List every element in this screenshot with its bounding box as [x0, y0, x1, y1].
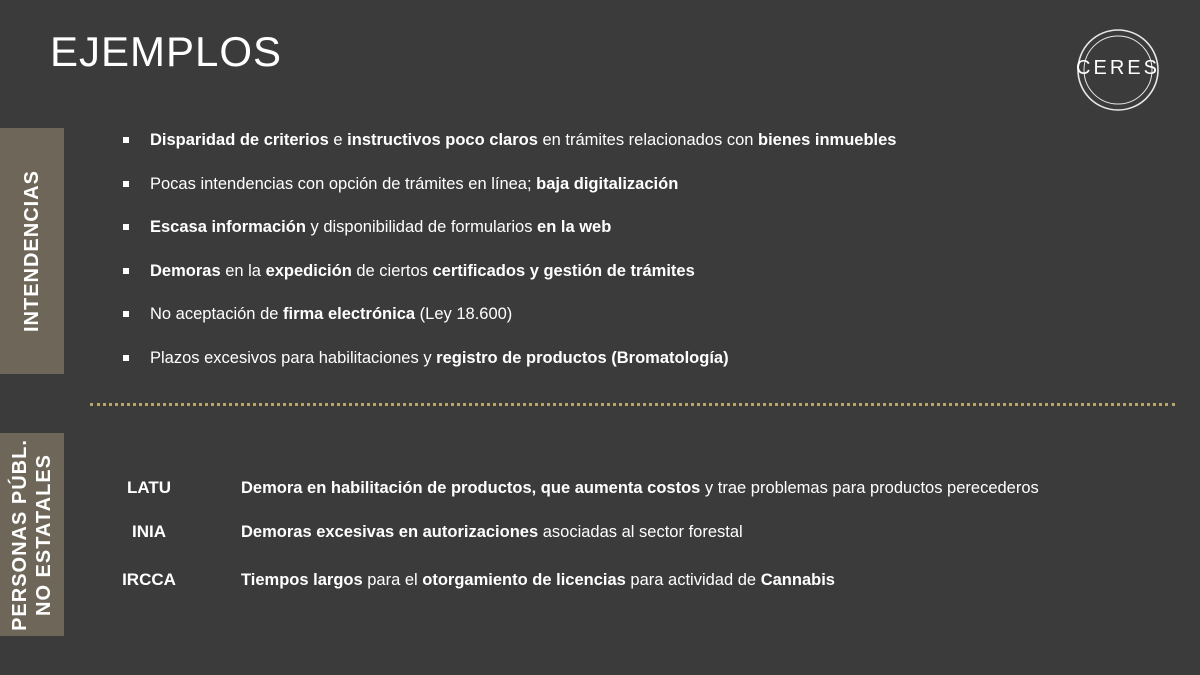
- text-run: e: [328, 131, 348, 149]
- institution-name: IRCCA: [122, 570, 176, 589]
- square-bullet-icon: [123, 311, 129, 317]
- section-label-line: PERSONAS PÚBL.: [9, 438, 31, 631]
- bullet-item: [120, 346, 1180, 390]
- square-bullet-icon: [123, 268, 129, 274]
- bold-text-run: certificados y gestión de trámites: [432, 261, 695, 280]
- square-bullet-icon: [123, 181, 129, 187]
- text-run: (Ley 18.600): [415, 305, 513, 324]
- bold-text-run: Demoras: [150, 261, 221, 280]
- text-run: y trae problemas para productos perecederos: [700, 479, 1039, 497]
- text-run: en la: [220, 261, 266, 280]
- bullet-item: [120, 259, 1180, 303]
- bold-text-run: Cannabis: [760, 571, 835, 589]
- square-bullet-icon: [123, 137, 129, 143]
- section-band-intendencias: [0, 128, 64, 374]
- text-run: en trámites relacionados con: [537, 131, 759, 149]
- bullet-item: [120, 128, 1180, 172]
- text-run: y disponibilidad de formularios: [305, 218, 538, 237]
- institution-description: [241, 565, 1181, 595]
- dotted-divider: [90, 403, 1175, 406]
- bold-text-run: Demoras excesivas en autorizaciones: [241, 523, 539, 541]
- text-run: asociadas al sector forestal: [538, 523, 743, 541]
- bold-text-run: en la web: [537, 218, 612, 237]
- institution-row: [100, 473, 1180, 503]
- text-run: No aceptación de: [150, 305, 284, 324]
- section-band-personas: [0, 433, 64, 636]
- bold-text-run: otorgamiento de licencias: [422, 571, 626, 589]
- institution-name: LATU: [126, 478, 172, 497]
- text-run: para actividad de: [625, 571, 761, 589]
- bold-text-run: Escasa información: [150, 218, 306, 237]
- institution-row: [100, 517, 1180, 547]
- bold-text-run: instructivos poco claros: [347, 131, 538, 149]
- slide-title: EJEMPLOS: [50, 28, 283, 75]
- bold-text-run: bienes inmuebles: [758, 131, 897, 149]
- bullet-item: [120, 215, 1180, 259]
- institution-name: INIA: [132, 522, 166, 541]
- logo-text: CERES: [1076, 57, 1160, 79]
- institution-row: [100, 565, 1180, 595]
- section-label-line: NO ESTATALES: [33, 453, 55, 616]
- bold-text-run: firma electrónica: [283, 305, 416, 324]
- institution-description: [241, 473, 1181, 503]
- bullet-item: [120, 172, 1180, 216]
- bold-text-run: Tiempos largos: [241, 571, 363, 589]
- bold-text-run: Disparidad de criterios: [150, 131, 329, 149]
- bullet-item: [120, 302, 1180, 346]
- text-run: Plazos excesivos para habilitaciones y: [150, 348, 437, 367]
- bold-text-run: Demora en habilitación de productos, que aumenta costos: [241, 479, 701, 497]
- square-bullet-icon: [123, 355, 129, 361]
- ceres-logo: [1076, 28, 1160, 112]
- section-label-line: INTENDENCIAS: [21, 169, 44, 333]
- text-run: Pocas intendencias con opción de trámites en línea;: [150, 174, 537, 193]
- square-bullet-icon: [123, 224, 129, 230]
- text-run: para el: [362, 571, 423, 589]
- intendencias-bullet-list: [120, 128, 1180, 390]
- section-label-personas: [8, 439, 56, 631]
- text-run: de ciertos: [351, 261, 433, 280]
- bold-text-run: expedición: [265, 261, 352, 280]
- bold-text-run: baja digitalización: [536, 174, 679, 193]
- bold-text-run: registro de productos (Bromatología): [436, 348, 729, 367]
- section-label-intendencias: [20, 170, 44, 332]
- institution-description: [241, 517, 1181, 547]
